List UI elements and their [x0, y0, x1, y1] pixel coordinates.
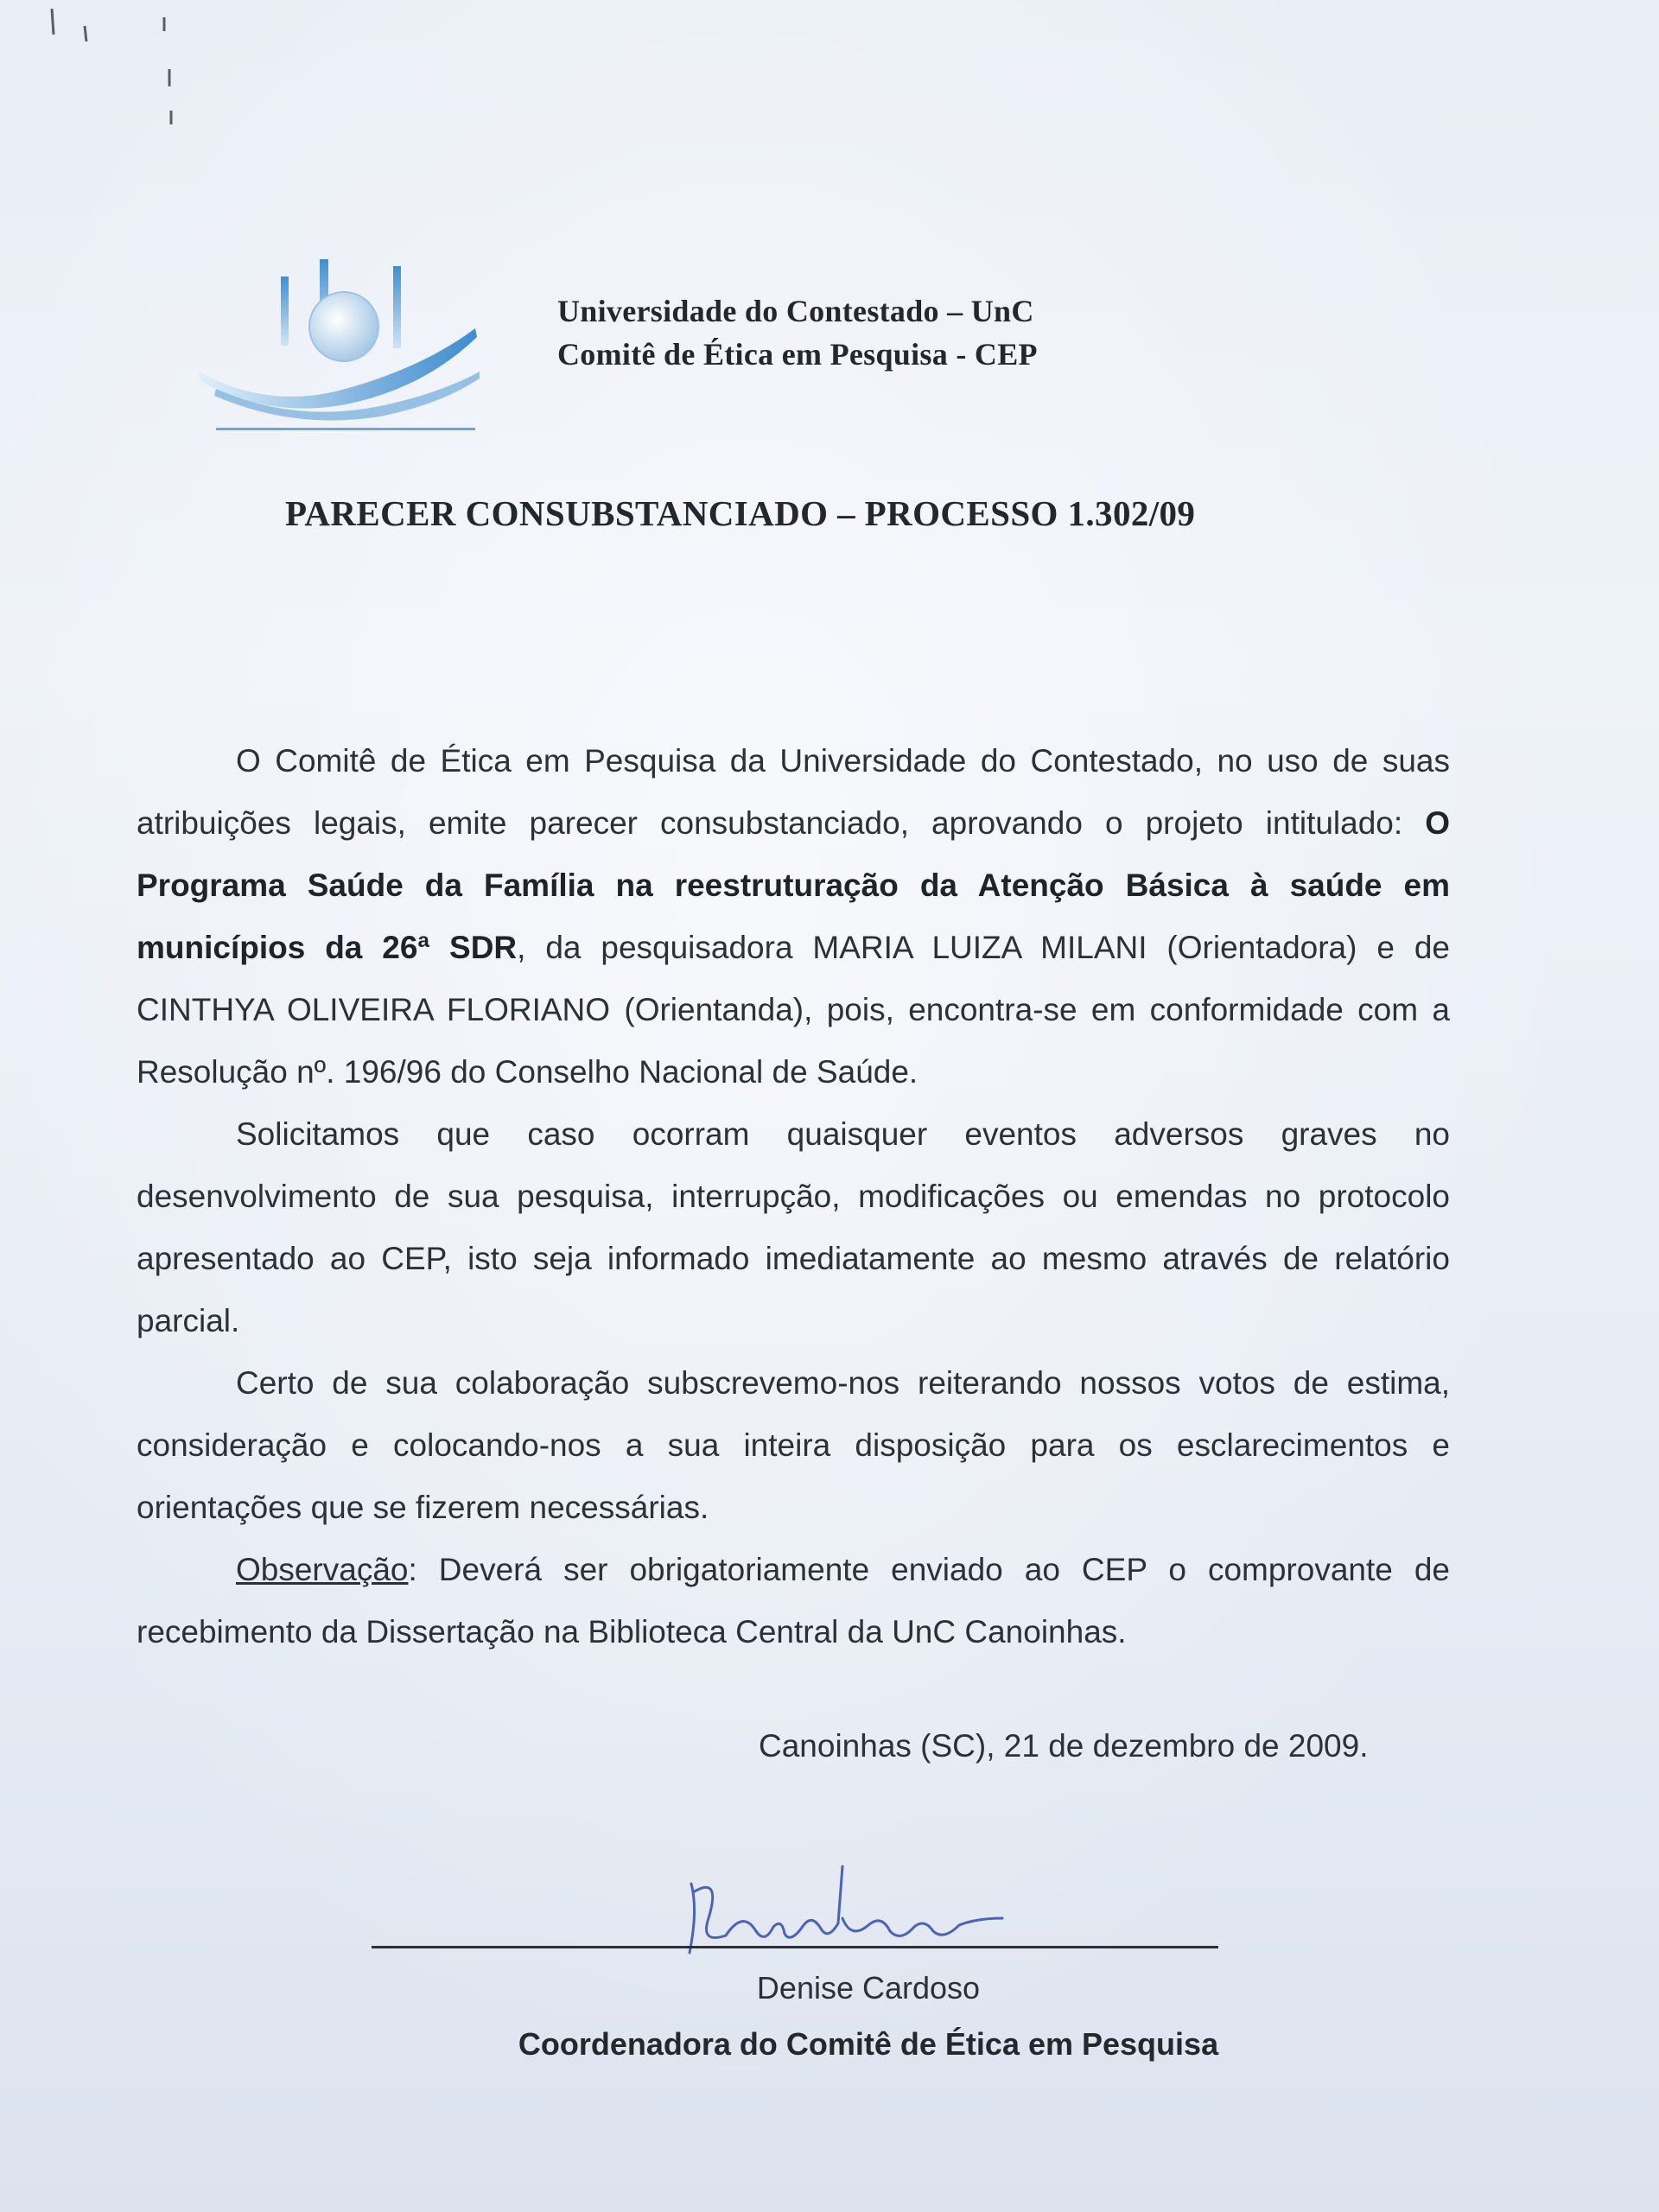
signer-name: Denise Cardoso [756, 1970, 981, 2005]
paper-edge-marks [35, 0, 190, 138]
university-name: Universidade do Contestado – UnC [557, 294, 1034, 328]
unc-logo-icon [199, 259, 484, 441]
institution-header [557, 289, 1038, 376]
committee-name: Comitê de Ética em Pesquisa - CEP [557, 337, 1038, 372]
paragraph-observation: Observação: Deverá ser obrigatoriamente enviado ao CEP o comprovante de recebimento da Dissertação na Biblioteca Central da UnC Canoinhas. [137, 1552, 1450, 1649]
paragraph-request: Solicitamos que caso ocorram quaisquer eventos adversos graves no desenvolvimento de sua pesquisa, interrupção, modificações ou emendas no protocolo apresentado ao CEP, isto seja informado imediatamente ao mesmo através de relatório parcial. [137, 1116, 1450, 1338]
document-body [137, 730, 1450, 1663]
document-date: Canoinhas (SC), 21 de dezembro de 2009. [759, 1728, 1369, 1764]
paragraph-closing: Certo de sua colaboração subscrevemo-nos reiterando nossos votos de estima, consideração e colocando-nos a sua inteira disposição para os esclarecimentos e orientações que se fizerem necessárias. [137, 1365, 1450, 1525]
signature-line [372, 1946, 1218, 1948]
project-title: O Programa Saúde da Família na reestruturação da Atenção Básica à saúde em municípios da 26ª SDR [137, 805, 1450, 965]
paragraph-approval: O Comitê de Ética em Pesquisa da Universidade do Contestado, no uso de suas atribuições legais, emite parecer consubstanciado, aprovando o projeto intitulado: O Programa Saúde da Família na reestruturação da Atenção Básica à saúde em municípios da 26ª SDR, da pesquisadora MARIA LUIZA MILANI (Orientadora) e de CINTHYA OLIVEIRA FLORIANO (Orientanda), pois, encontra-se em conformidade com a Resolução nº. 196/96 do Conselho Nacional de Saúde. [137, 743, 1450, 1090]
handwritten-signature [674, 1858, 1020, 1970]
document-title: PARECER CONSUBSTANCIADO – PROCESSO 1.302/09 [285, 493, 1196, 533]
signer-role: Coordenadora do Comitê de Ética em Pesquisa [518, 2026, 1219, 2062]
observation-label: Observação [236, 1552, 409, 1587]
